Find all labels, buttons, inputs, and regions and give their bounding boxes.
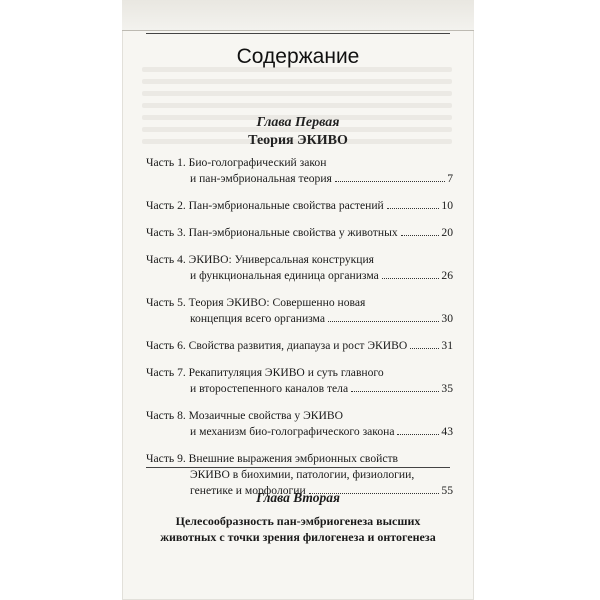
book-page — [122, 0, 474, 600]
leader-dots — [410, 348, 439, 349]
toc-entry-title: Часть 6. Свойства развития, диапауза и рост ЭКИВО — [146, 339, 408, 352]
toc-entry-title: Часть 8. Мозаичные свойства у ЭКИВО — [146, 409, 343, 422]
toc-entry[interactable] — [146, 155, 453, 187]
toc-page-number: 30 — [441, 312, 453, 325]
toc-entry-title: Часть 2. Пан-эмбриональные свойства растений — [146, 199, 384, 212]
leader-dots — [397, 434, 439, 435]
toc-page-number: 31 — [441, 339, 453, 352]
leader-dots — [351, 391, 439, 392]
toc-entry-title-cont: и второстепенного каналов тела — [190, 382, 349, 395]
leader-dots — [328, 321, 439, 322]
toc-list — [146, 155, 453, 510]
toc-entry[interactable] — [146, 295, 453, 327]
toc-page-number: 43 — [441, 425, 453, 438]
leader-dots — [382, 278, 440, 279]
toc-entry-title: Часть 7. Рекапитуляция ЭКИВО и суть главного — [146, 366, 384, 379]
toc-page-number: 10 — [441, 199, 453, 212]
bleed-through-header — [122, 0, 474, 31]
top-rule — [146, 33, 450, 34]
toc-page-number: 35 — [441, 382, 453, 395]
chapter1-title: Теория ЭКИВО — [248, 133, 348, 148]
toc-page-number: 20 — [441, 226, 453, 239]
toc-entry-title: Часть 4. ЭКИВО: Универсальная конструкция — [146, 253, 375, 266]
leader-dots — [387, 208, 440, 209]
toc-page-number: 26 — [441, 269, 453, 282]
chapter2-title-line: животных с точки зрения филогенеза и онтогенеза — [160, 530, 436, 544]
toc-page-number: 55 — [441, 484, 453, 497]
toc-entry[interactable] — [146, 198, 453, 214]
toc-entry-title: Часть 5. Теория ЭКИВО: Совершенно новая — [146, 296, 366, 309]
section-divider — [146, 467, 450, 468]
chapter2-title — [122, 513, 474, 545]
toc-entry-title: Часть 3. Пан-эмбриональные свойства у животных — [146, 226, 398, 239]
leader-dots — [401, 235, 440, 236]
leader-dots — [335, 181, 445, 182]
toc-entry[interactable] — [146, 338, 453, 354]
toc-entry[interactable] — [146, 365, 453, 397]
toc-entry-title-cont: ЭКИВО в биохимии, патологии, физиологии, — [190, 468, 415, 481]
toc-entry[interactable] — [146, 252, 453, 284]
toc-entry[interactable] — [146, 225, 453, 241]
toc-entry-title: Часть 9. Внешние выражения эмбрионных свойств — [146, 452, 399, 465]
toc-entry-title-cont: и функциональная единица организма — [190, 269, 379, 282]
toc-page-number: 7 — [447, 172, 453, 185]
page-title: Содержание — [236, 45, 360, 68]
toc-entry-title-cont: и пан-эмбриональная теория — [190, 172, 332, 185]
toc-entry-title-cont: и механизм био-голографического закона — [190, 425, 395, 438]
chapter2-title-line: Целесообразность пан-эмбриогенеза высших — [175, 514, 421, 528]
chapter2-heading: Глава Вторая — [256, 490, 340, 505]
toc-entry-title-cont: концепция всего организма — [190, 312, 325, 325]
toc-entry[interactable] — [146, 408, 453, 440]
toc-entry-title: Часть 1. Био-голографический закон — [146, 156, 327, 169]
chapter1-heading: Глава Первая — [256, 115, 340, 130]
toc-entry-title-cont: генетике и морфологии — [190, 484, 306, 497]
